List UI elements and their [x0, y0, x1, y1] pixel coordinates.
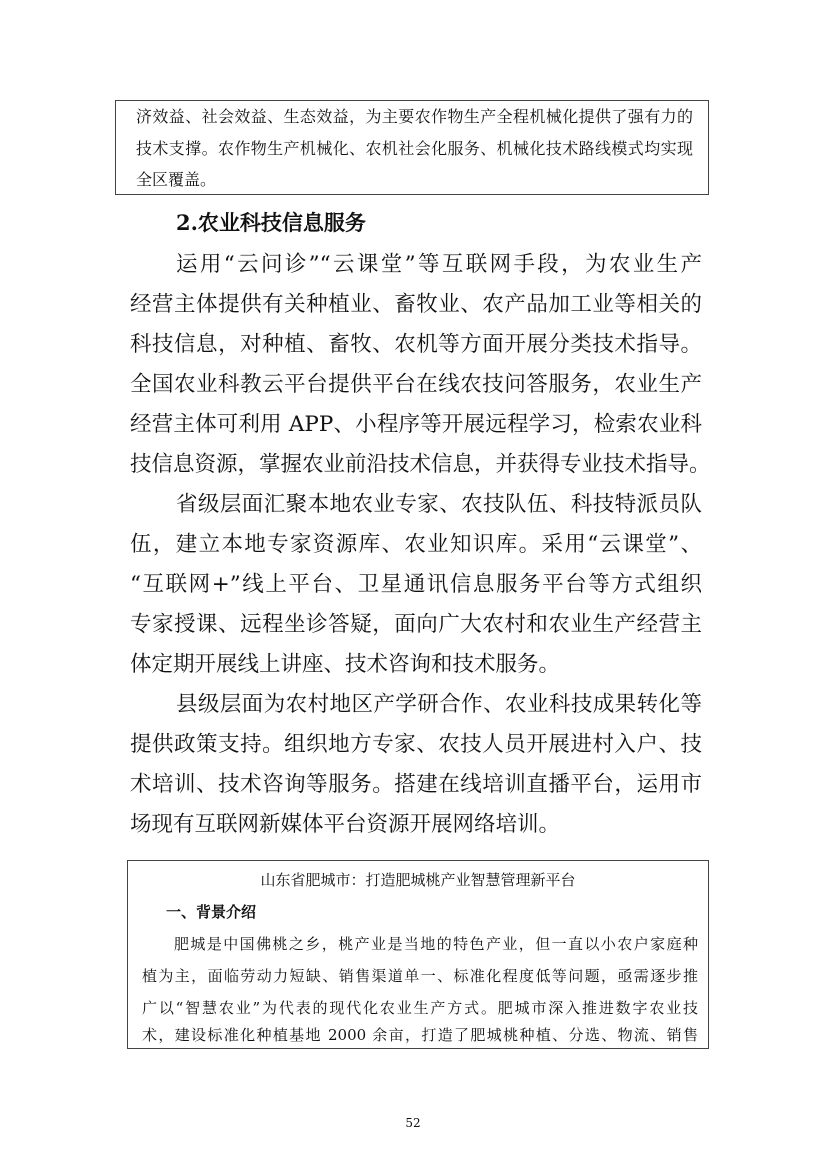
text-line: 科技信息，对种植、畜牧、农机等方面开展分类技术指导。	[130, 332, 702, 357]
text-line: 术培训、技术咨询等服务。搭建在线培训直播平台，运用市	[130, 772, 702, 797]
text-line: 体定期开展线上讲座、技术咨询和技术服务。	[130, 652, 561, 677]
text-line: 县级层面为农村地区产学研合作、农业科技成果转化等	[176, 692, 702, 717]
text-line: 场现有互联网新媒体平台资源开展网络培训。	[130, 812, 561, 837]
text-line: 经营主体提供有关种植业、畜牧业、农产品加工业等相关的	[130, 292, 702, 317]
text-line: 广以“智慧农业”为代表的现代化农业生产方式。肥城市深入推进数字农业技	[142, 999, 698, 1017]
text-line: 济效益、社会效益、生态效益，为主要农作物生产全程机械化提供了强有力的	[136, 107, 693, 126]
text-line: 肥城是中国佛桃之乡，桃产业是当地的特色产业，但一直以小农户家庭种	[174, 935, 698, 953]
section-heading: 2.农业科技信息服务	[176, 210, 366, 235]
page-number: 52	[405, 1116, 421, 1130]
text-line: 提供政策支持。组织地方专家、农技人员开展进村入户、技	[130, 732, 702, 757]
case-study-box	[127, 860, 709, 1049]
case-section-heading: 一、背景介绍	[166, 903, 257, 921]
text-line: 技信息资源，掌握农业前沿技术信息，并获得专业技术指导。	[130, 452, 711, 477]
text-line: 运用“云问诊”“云课堂”等互联网手段，为农业生产	[176, 252, 702, 277]
top-text-box	[115, 100, 709, 195]
text-line: 全区覆盖。	[136, 170, 217, 189]
text-line: 全国农业科教云平台提供平台在线农技问答服务，农业生产	[130, 372, 702, 397]
text-line: 专家授课、远程坐诊答疑，面向广大农村和农业生产经营主	[130, 612, 702, 637]
text-line: “互联网+”线上平台、卫星通讯信息服务平台等方式组织	[130, 572, 702, 597]
text-line: 经营主体可利用 APP、小程序等开展远程学习，检索农业科	[130, 412, 702, 437]
text-line: 技术支撑。农作物生产机械化、农机社会化服务、机械化技术路线模式均实现	[136, 139, 693, 158]
text-line: 省级层面汇聚本地农业专家、农技队伍、科技特派员队	[176, 492, 702, 517]
text-line: 伍，建立本地专家资源库、农业知识库。采用“云课堂”、	[130, 532, 702, 557]
case-title: 山东省肥城市：打造肥城桃产业智慧管理新平台	[260, 871, 576, 889]
text-line: 植为主，面临劳动力短缺、销售渠道单一、标准化程度低等问题，亟需逐步推	[142, 967, 698, 985]
text-line: 术，建设标准化种植基地 2000 余亩，打造了肥城桃种植、分选、物流、销售	[142, 1026, 698, 1044]
